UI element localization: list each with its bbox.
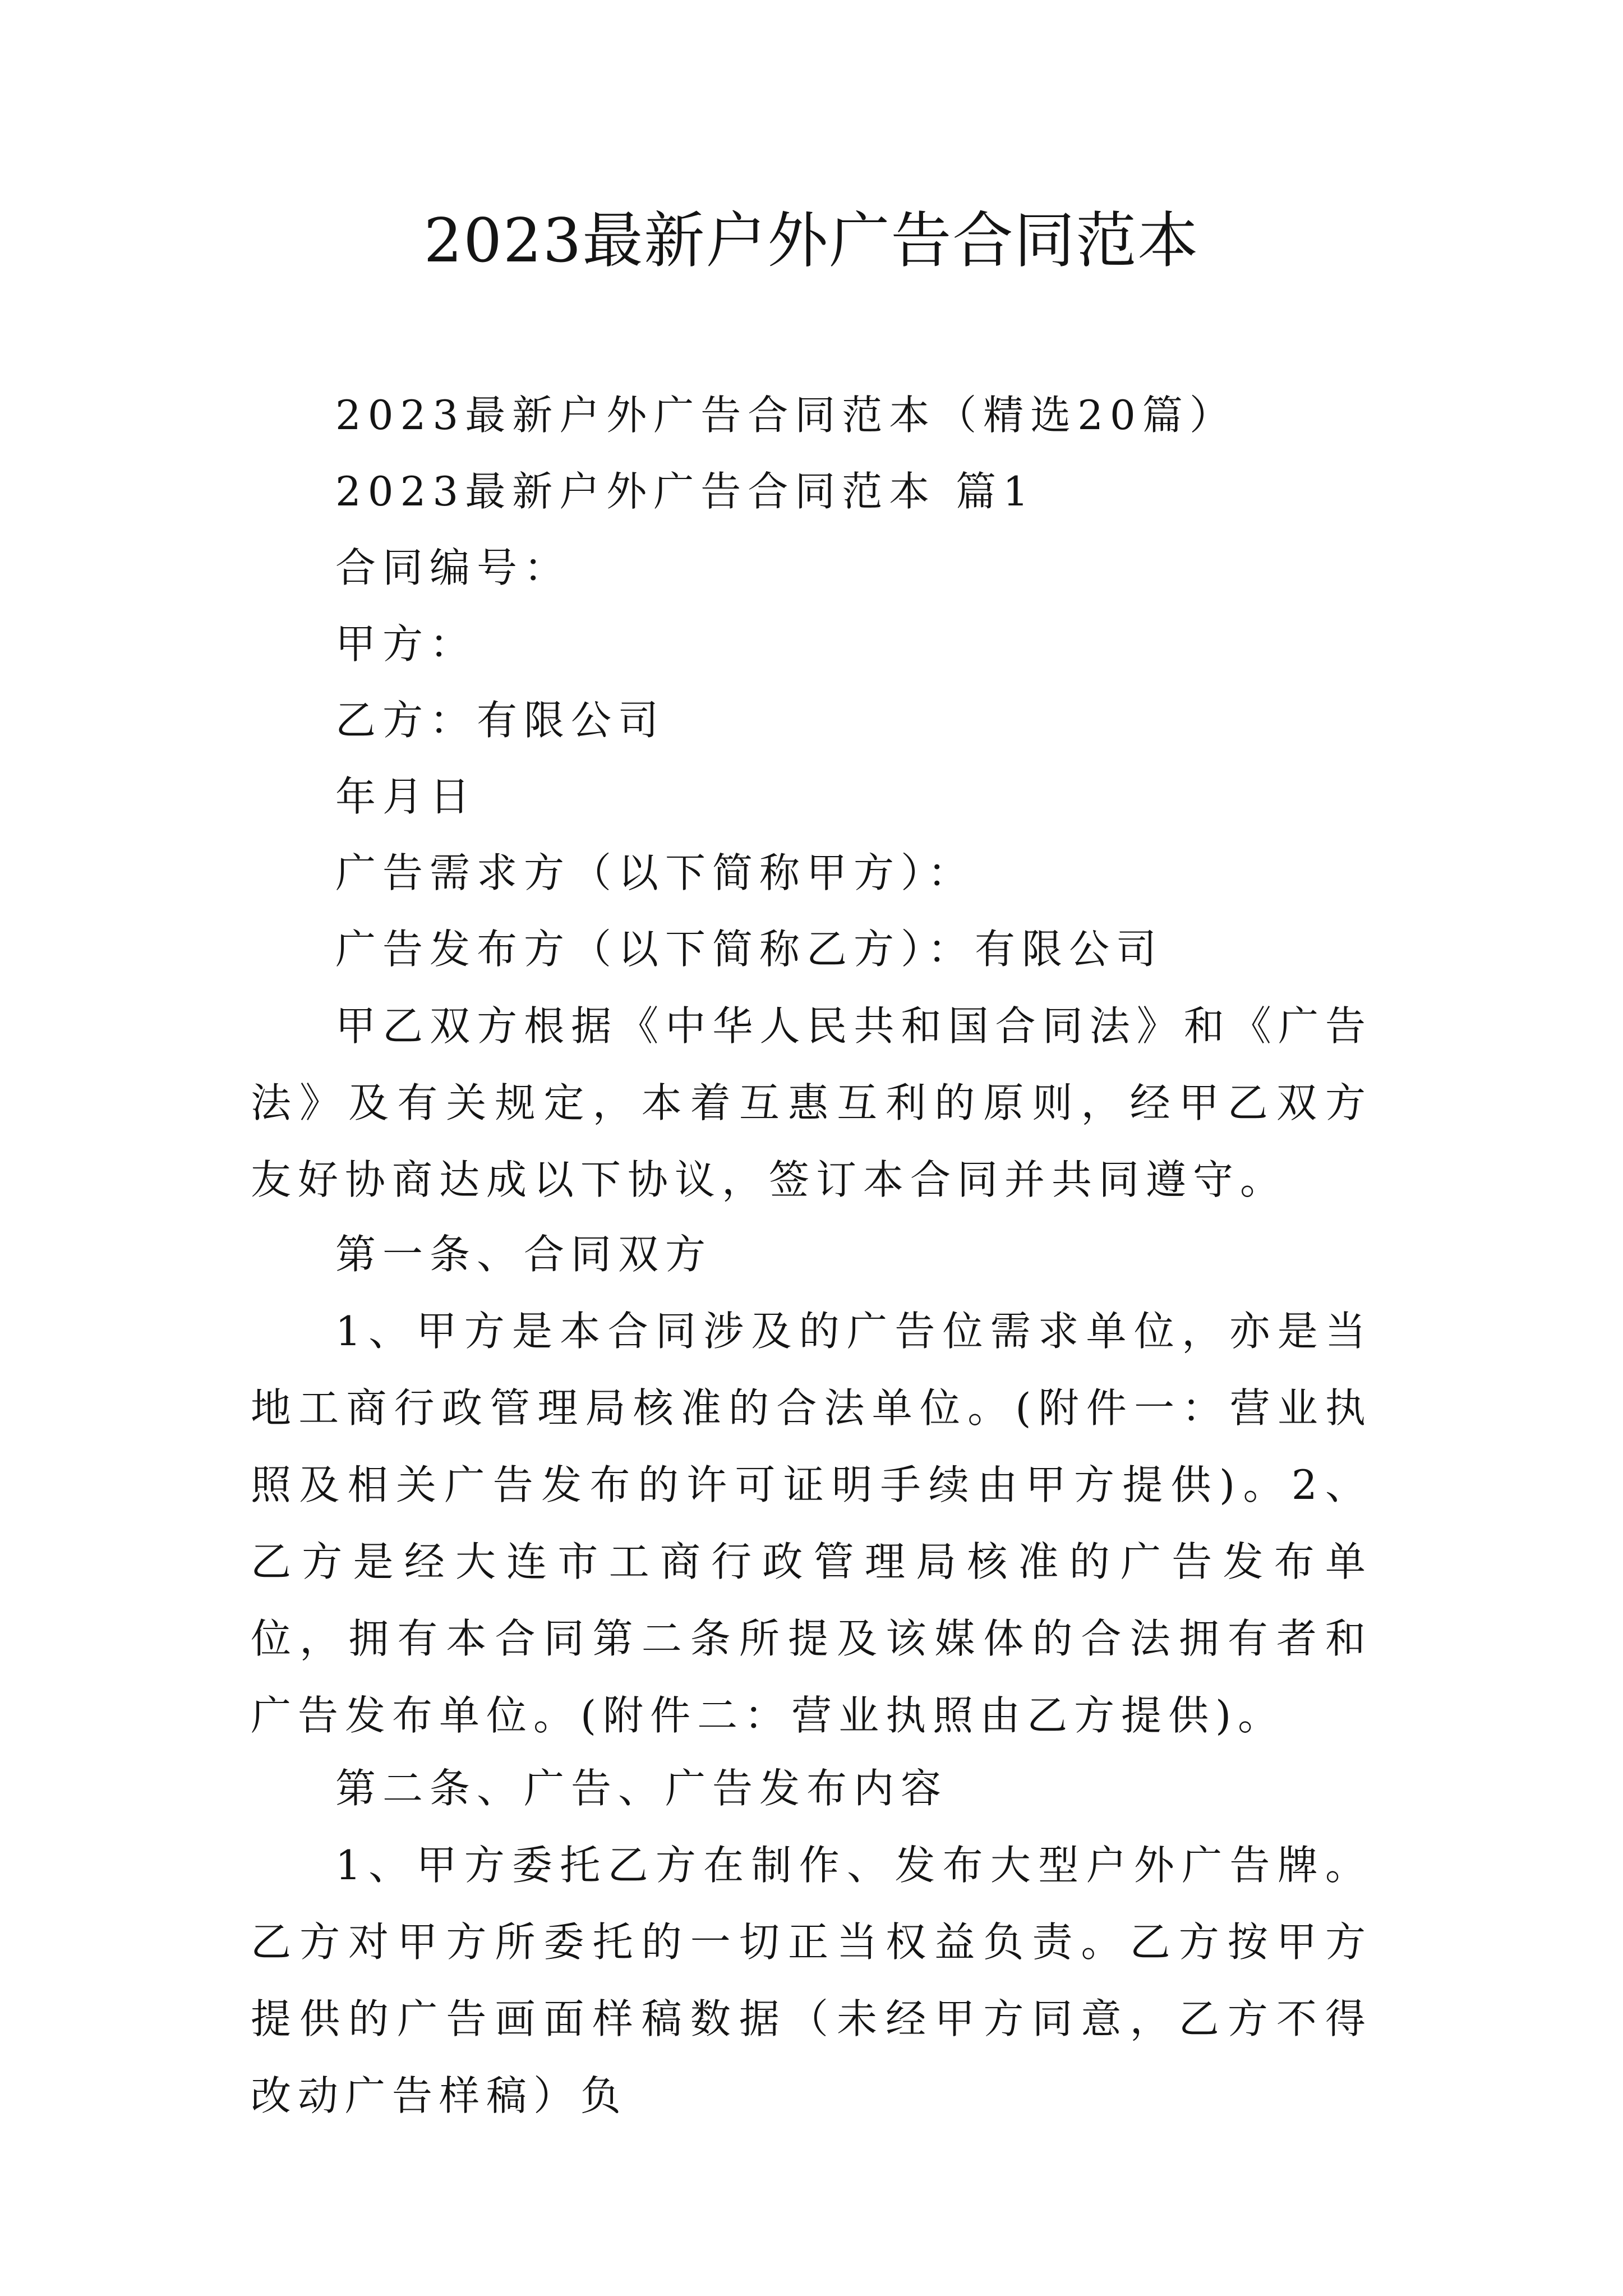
publisher-party-label: 广告发布方（以下简称乙方）：有限公司 — [335, 926, 1164, 973]
date-label: 年月日 — [335, 773, 477, 820]
article-2-body: 1、甲方委托乙方在制作、发布大型户外广告牌。乙方对甲方所委托的一切正当权益负责。乙方按甲方提供的广告画面样稿数据（未经甲方同意，乙方不得改动广告样稿）负 — [251, 1842, 1372, 2119]
article-1-heading: 第一条、合同双方 — [335, 1231, 713, 1278]
party-a-label: 甲方： — [335, 620, 477, 668]
party-b-label: 乙方：有限公司 — [335, 697, 666, 744]
article-2-heading: 第二条、广告、广告发布内容 — [335, 1765, 948, 1812]
contract-number-label: 合同编号： — [335, 544, 571, 591]
document-subtitle: 2023最新户外广告合同范本（精选20篇） — [335, 392, 1237, 439]
demand-party-label: 广告需求方（以下简称甲方）： — [335, 849, 975, 896]
section-heading: 2023最新户外广告合同范本 篇1 — [335, 468, 1035, 515]
document-title: 2023最新户外广告合同范本 — [423, 206, 1200, 276]
intro-paragraph: 甲乙双方根据《中华人民共和国合同法》和《广告法》及有关规定，本着互惠互利的原则，经甲乙双方友好协商达成以下协议，签订本合同并共同遵守。 — [251, 1002, 1372, 1203]
article-1-body: 1、甲方是本合同涉及的广告位需求单位，亦是当地工商行政管理局核准的合法单位。(附件一：营业执照及相关广告发布的许可证明手续由甲方提供)。2、乙方是经大连市工商行政管理局核准的广告发布单位，拥有本合同第二条所提及该媒体的合法拥有者和广告发布单位。(附件二：营业执照由乙方提供)。 — [251, 1308, 1372, 1739]
